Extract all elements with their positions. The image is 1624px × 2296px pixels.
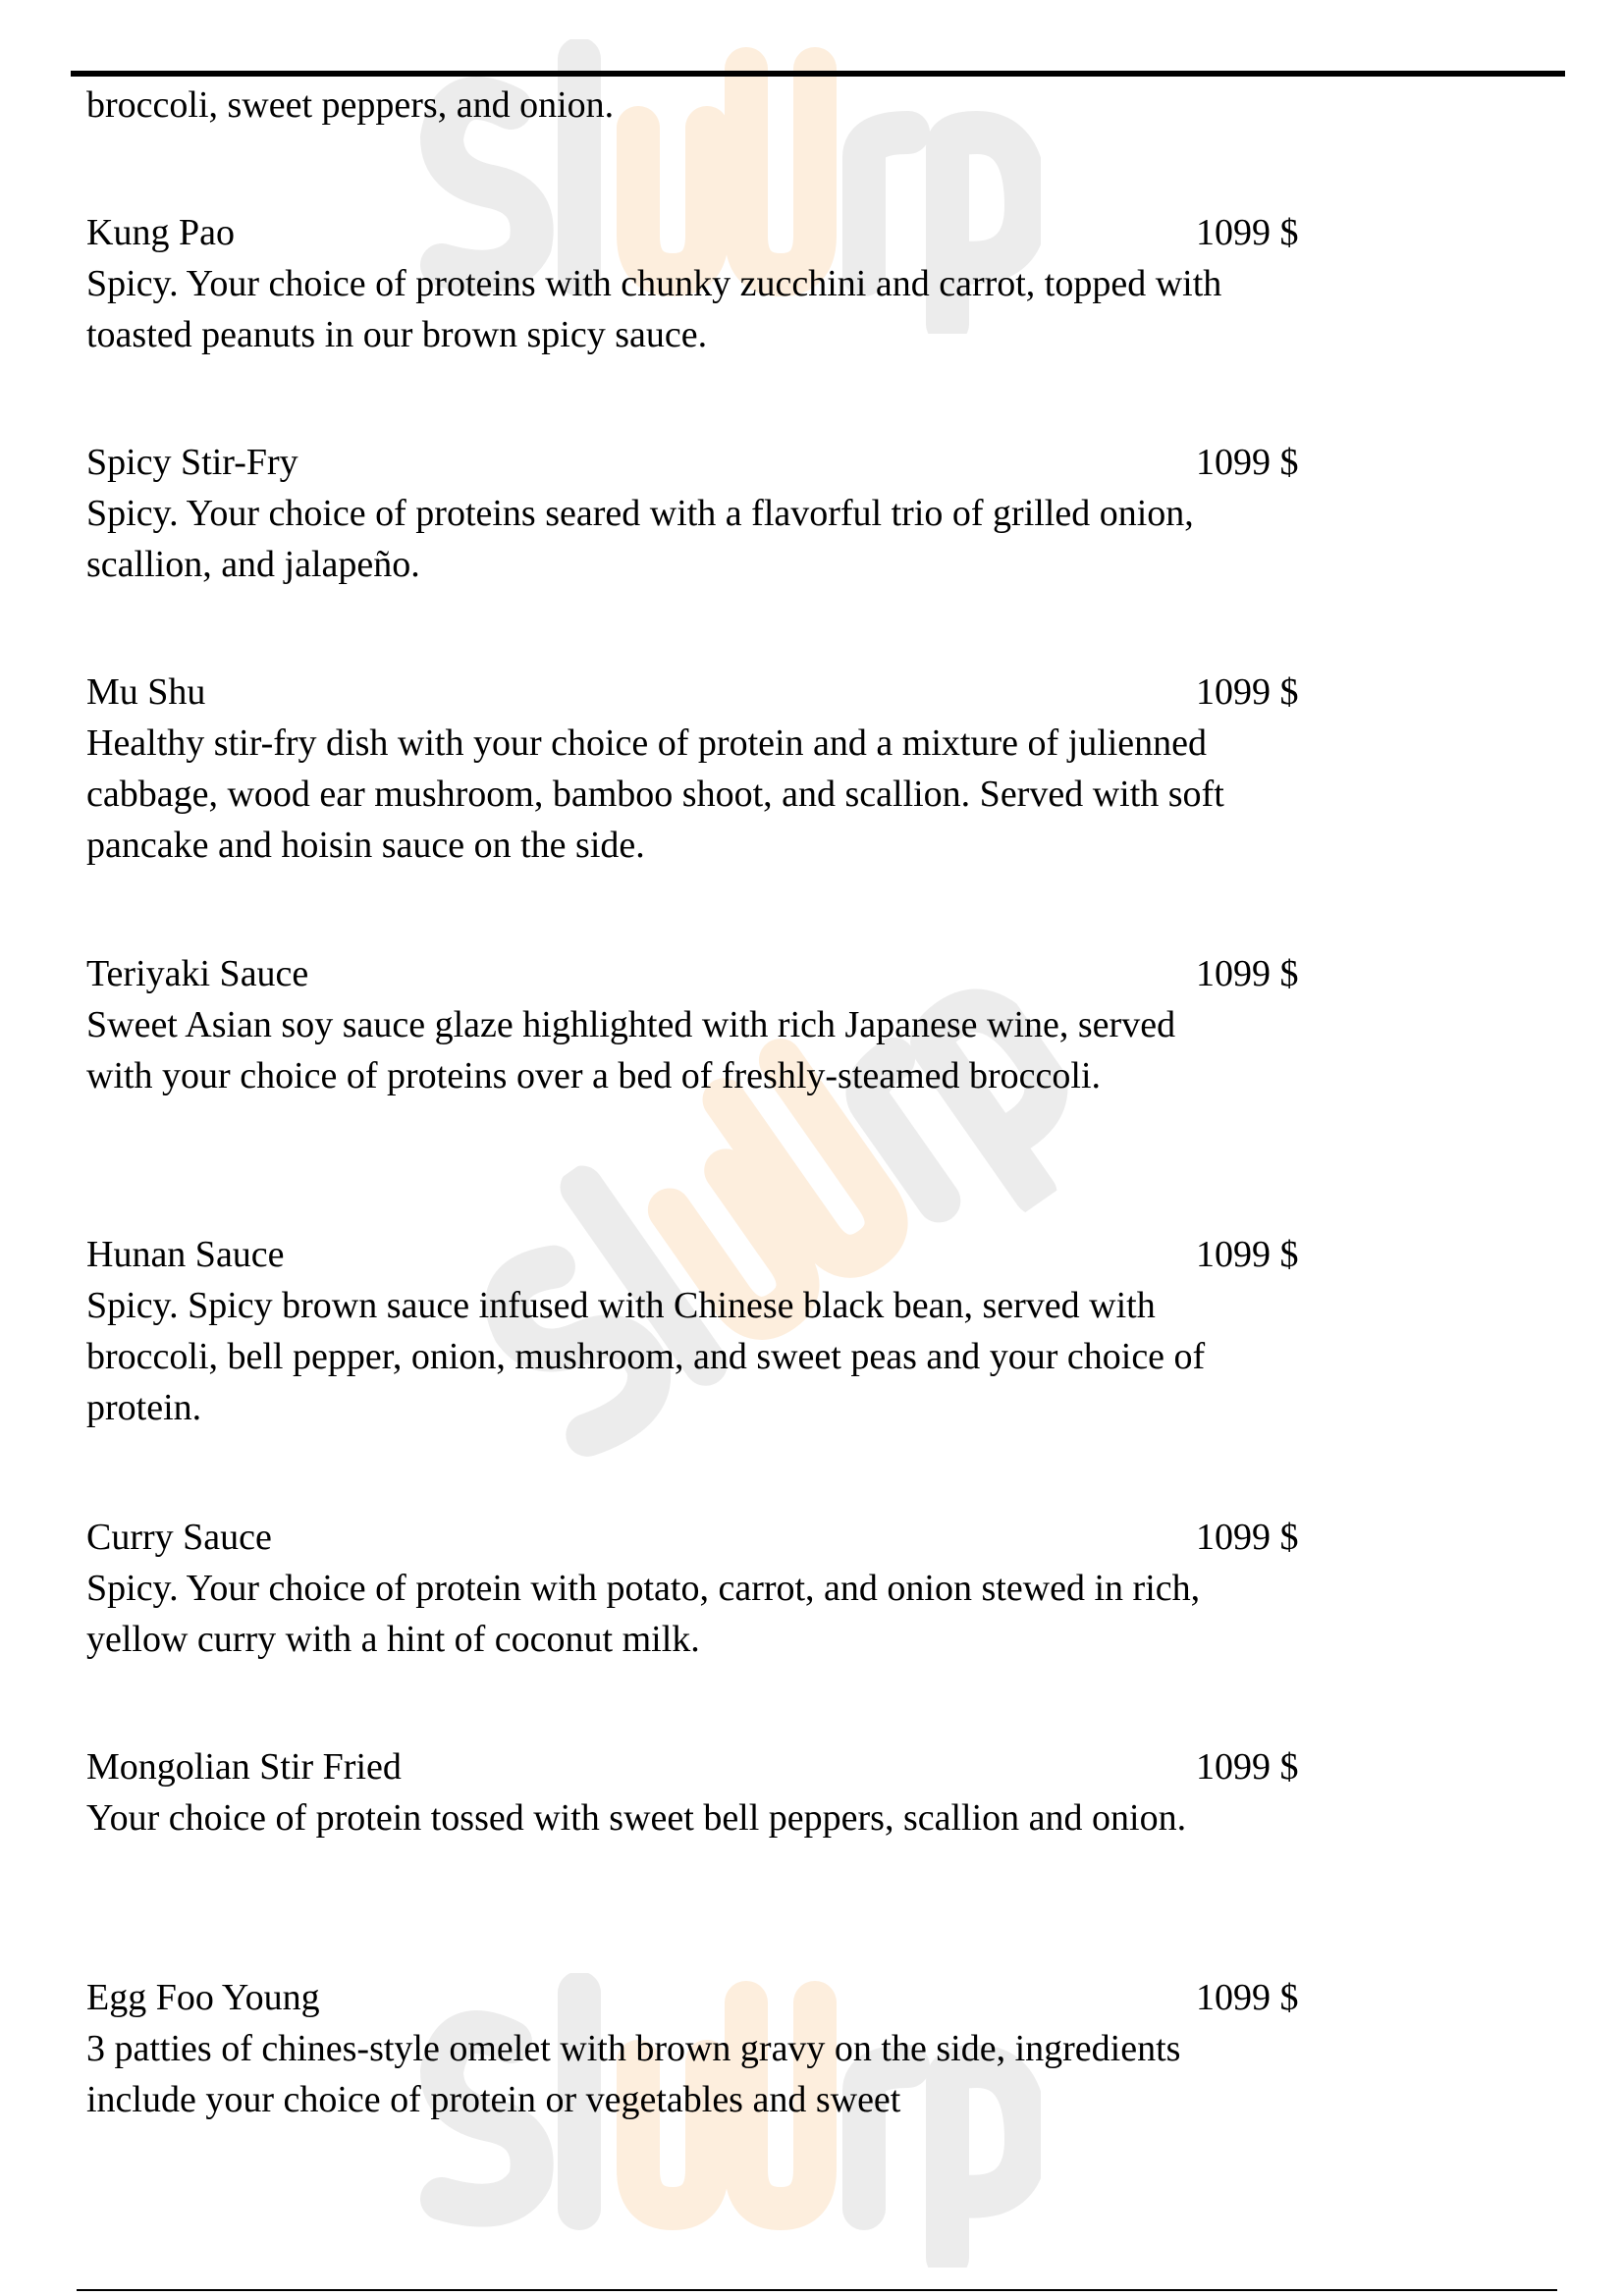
item-price: 1099 $ — [1196, 442, 1299, 483]
item-price: 1099 $ — [1196, 1234, 1299, 1275]
item-header — [86, 1972, 1461, 2023]
menu-item — [86, 1512, 1461, 1665]
menu-item — [86, 948, 1461, 1101]
menu-item — [86, 1229, 1461, 1433]
item-name: Mongolian Stir Fried — [86, 1746, 402, 1788]
item-name: Teriyaki Sauce — [86, 953, 309, 994]
top-divider — [71, 71, 1565, 77]
menu-item — [86, 207, 1461, 360]
menu-item — [86, 1972, 1461, 2125]
item-price: 1099 $ — [1196, 953, 1299, 994]
item-description: 3 patties of chines-style omelet with brown gravy on the side, ingredients include your choice of protein or vegetables and sweet — [86, 2028, 1181, 2120]
item-description: Spicy. Your choice of protein with potato, carrot, and onion stewed in rich, yellow curry with a hint of coconut milk. — [86, 1568, 1201, 1660]
item-name: Hunan Sauce — [86, 1234, 285, 1275]
item-description: Spicy. Spicy brown sauce infused with Chinese black bean, served with broccoli, bell pepper, onion, mushroom, and sweet peas and your choice of protein. — [86, 1285, 1206, 1428]
item-description: Healthy stir-fry dish with your choice of protein and a mixture of julienned cabbage, wood ear mushroom, bamboo shoot, and scallion. Served with soft pancake and hoisin sauce on the side. — [86, 722, 1224, 866]
bottom-divider — [77, 2289, 1557, 2291]
item-name: Kung Pao — [86, 212, 235, 253]
item-price: 1099 $ — [1196, 1517, 1299, 1558]
item-header — [86, 207, 1461, 258]
item-name: Mu Shu — [86, 671, 206, 713]
item-name: Egg Foo Young — [86, 1977, 320, 2018]
item-price: 1099 $ — [1196, 212, 1299, 253]
item-header — [86, 437, 1461, 488]
item-name: Curry Sauce — [86, 1517, 272, 1558]
item-price: 1099 $ — [1196, 671, 1299, 713]
item-description: Your choice of protein tossed with sweet bell peppers, scallion and onion. — [86, 1797, 1187, 1839]
item-name: Spicy Stir-Fry — [86, 442, 298, 483]
item-price: 1099 $ — [1196, 1977, 1299, 2018]
item-description: Spicy. Your choice of proteins seared with a flavorful trio of grilled onion, scallion, and jalapeño. — [86, 493, 1194, 585]
menu-item — [86, 437, 1461, 590]
item-header — [86, 1512, 1461, 1563]
item-description: Spicy. Your choice of proteins with chunky zucchini and carrot, topped with toasted peanuts in our brown spicy sauce. — [86, 263, 1222, 355]
item-header — [86, 667, 1461, 718]
menu-item — [86, 1741, 1461, 1843]
item-header — [86, 1229, 1461, 1280]
continued-description: broccoli, sweet peppers, and onion. — [86, 84, 615, 126]
menu-item — [86, 667, 1461, 871]
item-description: Sweet Asian soy sauce glaze highlighted with rich Japanese wine, served with your choice of proteins over a bed of freshly-steamed broccoli. — [86, 1004, 1176, 1096]
item-header — [86, 1741, 1461, 1792]
item-header — [86, 948, 1461, 999]
item-price: 1099 $ — [1196, 1746, 1299, 1788]
